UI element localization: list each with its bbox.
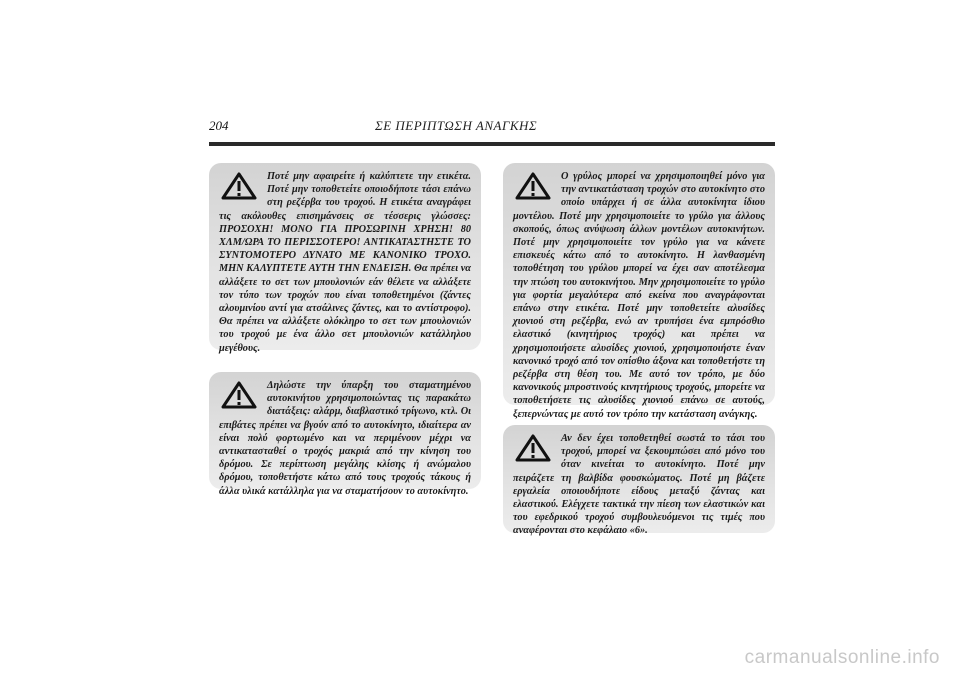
page-number: 204 [209,118,229,133]
warning-note-wheel-cover [503,425,775,537]
warning-note-stopped-vehicle [209,372,481,497]
warning-triangle-icon [515,434,551,462]
warning-note-text: Αν δεν έχει τοποθετηθεί σωστά το τάσι του τροχού, μπορεί να ξεκουμπώσει από μόνο του όταν κινείται το αυτοκίνητο. Ποτέ μην πειράζετε τη βαλβίδα φουσκώματος. Ποτέ μη βάζετε εργαλεία οποιουδήποτε είδους μεταξύ ζάντας και ελαστικού. Ελέγχετε τακτικά την πίεση των ελαστικών και του εφεδρικού τροχού συμβουλευόμενοι τις τιμές που αναφέρονται στο κεφάλαιο «6». [513,433,765,537]
warning-note-tyre-label [209,163,481,354]
warning-note-text: Ποτέ μην αφαιρείτε ή καλύπτετε την ετικέτα. Ποτέ μην τοποθετείτε οποιοδήποτε τάσι επάνω στη ρεζέρβα του τροχού. Η ετικέτα αναγράφει τις ακόλουθες επισημάνσεις σε τέσσερις γλώσσες: ΠΡΟΣΟΧΗ! ΜΟΝΟ ΓΙΑ ΠΡΟΣΩΡΙΝΗ ΧΡΗΣΗ! 80 ΧΛΜ/ΩΡΑ ΤΟ ΠΕΡΙΣΣΟΤΕΡΟ! ΑΝΤΙΚΑΤΑΣΤΗΣΤΕ ΤΟ ΣΥΝΤΟΜΟΤΕΡΟ ΔΥΝΑΤΟ ΜΕ ΚΑΝΟΝΙΚΟ ΤΡΟΧΟ. ΜΗΝ ΚΑΛΥΠΤΕΤΕ ΑΥΤΗ ΤΗΝ ΕΝΔΕΙΞΗ. Θα πρέπει να αλλάξετε το σετ των μπουλονιών εάν θέλετε να αλλάξετε τον τύπο των τροχών που είναι τοποθετημένοι (ζάντες αλουμινίου αντί για ατσάλινες ζάντες, και το αντίστροφο). Θα πρέπει να αλλάξετε ολόκληρο το σετ των μπουλονιών του τροχού με ένα άλλο σετ μπουλονιών κατάλληλου μεγέθους. [219,171,471,354]
warning-triangle-icon [515,172,551,200]
header-divider [209,142,775,146]
warning-triangle-icon [221,172,257,200]
warning-note-text: Δηλώστε την ύπαρξη του σταματημένου αυτοκινήτου χρησιμοποιώντας τις παρακάτω διατάξεις: αλάρμ, διαβλαστικό τρίγωνο, κτλ. Οι επιβάτες πρέπει να βγούν από το αυτοκίνητο, ιδιαίτερα αν είναι πολύ φορτωμένο και να περιμένουν μέχρι να αντικατασταθεί ο τροχός μακριά από την κίνηση του δρόμου. Σε περίπτωση μεγάλης κλίσης ή ανώμαλου δρόμου, τοποθετήστε κάτω από τους τροχούς τάκους ή άλλα υλικά κατάλληλα για να σταματήσουν το αυτοκίνητο. [219,380,471,497]
warning-triangle-icon [221,381,257,409]
watermark: carmanualsonline.info [744,647,940,668]
chapter-title: ΣΕ ΠΕΡΙΠΤΩΣΗ ΑΝΑΓΚΗΣ [375,118,538,133]
warning-note-text: Ο γρύλος μπορεί να χρησιμοποιηθεί μόνο για την αντικατάσταση τροχών στο αυτοκίνητο στο οποίο υπάρχει ή σε άλλα αυτοκίνητα ίδιου μοντέλου. Ποτέ μην χρησιμοποιείτε το γρύλο για άλλους σκοπούς, όπως ανύψωση άλλων μοντέλων αυτοκινήτων. Ποτέ μην χρησιμοποιείτε τον γρύλο για να κάνετε επισκευές κάτω από το αυτοκίνητο. Η λανθασμένη τοποθέτηση του γρύλου μπορεί να έχει σαν αποτέλεσμα την πτώση του αυτοκινήτου. Μην χρησιμοποιείτε το γρύλο για φορτία μεγαλύτερα από εκείνα που αναγράφονται επάνω στην ετικέτα. Ποτέ μην τοποθετείτε αλυσίδες χιονιού στη ρεζέρβα, ενώ αν τρυπήσει ένα εμπρόσθιο ελαστικό (κινητήριος τροχός) και πρέπει να χρησιμοποιήσετε αλυσίδες χιονιού, χρησιμοποιήστε έναν κανονικό τροχό από τον οπίσθιο άξονα και τοποθετήστε τη ρεζέρβα στη θέση του. Με αυτό τον τρόπο, με δύο κανονικούς μπροστινούς κινητήριους τροχούς, μπορείτε να τοποθετήσετε τις αλυσίδες χιονιού επάνω σε αυτούς, ξεπερνώντας με αυτό τον τρόπο την κατάσταση ανάγκης. [513,171,765,420]
page-header [209,118,774,140]
warning-note-jack [503,163,775,420]
